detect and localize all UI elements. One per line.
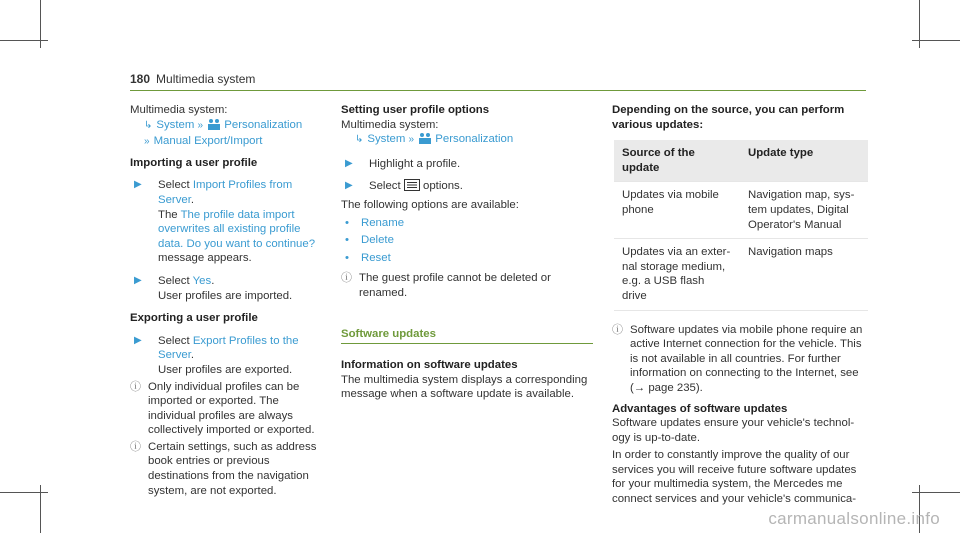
crop-mark xyxy=(912,492,960,493)
column-1 xyxy=(130,103,320,498)
step-text: message appears. xyxy=(158,252,252,265)
available-text: The following options are available: xyxy=(341,198,519,211)
info-text: The multimedia system displays a corresponding message when a software update is available. xyxy=(341,373,588,401)
path-system[interactable]: System xyxy=(156,118,195,131)
option-rename[interactable]: Rename xyxy=(361,216,405,229)
exporting-heading: Exporting a user profile xyxy=(130,312,258,325)
table-header: Update type xyxy=(740,140,868,182)
note-text: Software updates via mobile phone require an active Internet connection for the vehicle. This is not available in all countries. For further information on connecting to the Internet, see (→ page 235). xyxy=(630,323,863,394)
intro-text: Multimedia system: xyxy=(341,118,439,131)
menu-icon[interactable] xyxy=(404,179,420,196)
triangle-icon: ▶ xyxy=(134,334,142,346)
column-3 xyxy=(612,103,867,507)
intro-text: Multimedia system: xyxy=(130,104,228,116)
option-reset[interactable]: Reset xyxy=(361,251,391,264)
option-delete[interactable]: Delete xyxy=(361,234,394,247)
path-manual-export[interactable]: Manual Export/Import xyxy=(153,135,263,148)
return-arrow-icon: ↳ xyxy=(355,134,364,146)
step-text: Highlight a profile. xyxy=(369,157,461,170)
path-system[interactable]: System xyxy=(367,133,406,146)
yes-link[interactable]: Yes xyxy=(192,274,212,287)
step-text: Select xyxy=(158,179,193,192)
table-cell: Navigation maps xyxy=(740,239,868,310)
page-header xyxy=(130,72,255,87)
step-text: options. xyxy=(419,180,463,193)
advantages-text-2: In order to constantly improve the quality of our services you will receive future software updates for your multimedia system, the Mercedes me connect services and your vehicle's communica- xyxy=(612,449,857,506)
import-step-2 xyxy=(130,274,320,303)
software-updates-section-title: Software updates xyxy=(341,327,593,345)
menu-path xyxy=(341,132,593,149)
note-text: Only individual profiles can be imported or exported. The individual profiles are always collectively imported or exported. xyxy=(148,380,315,437)
column-2 xyxy=(341,103,593,402)
step-result: User profiles are exported. xyxy=(158,363,293,376)
note-1 xyxy=(130,380,320,438)
note-2 xyxy=(130,440,320,498)
info-icon: ⓘ xyxy=(612,323,623,336)
info-icon: ⓘ xyxy=(130,440,141,453)
option-item: • Delete xyxy=(345,234,394,247)
triangle-icon: ▶ xyxy=(345,157,353,169)
triangle-icon: ▶ xyxy=(134,179,142,191)
page-number: 180 xyxy=(130,72,151,86)
import-step-1 xyxy=(130,178,320,266)
section-title: Multimedia system xyxy=(156,72,256,86)
table-cell: Updates via an external storage medium, e.g. a USB flash drive xyxy=(614,239,740,310)
personalization-icon xyxy=(418,132,432,149)
double-chevron-icon: » xyxy=(408,134,415,146)
path-personalization[interactable]: Personalization xyxy=(435,133,514,146)
double-chevron-icon: » xyxy=(197,119,204,131)
crop-mark xyxy=(0,40,48,41)
export-profiles-link[interactable]: Export Profiles to the Server xyxy=(158,334,299,362)
header-rule xyxy=(130,90,866,91)
importing-heading: Importing a user profile xyxy=(130,156,258,169)
triangle-icon: ▶ xyxy=(134,274,142,286)
step-text: Select xyxy=(158,334,193,347)
table-header: Source of the update xyxy=(614,140,740,182)
advantages-text: Software updates ensure your vehicle's technology is up-to-date. xyxy=(612,417,855,444)
options-heading: Setting user profile options xyxy=(341,104,490,116)
table-cell: Navigation map, system updates, Digital Operator's Manual xyxy=(740,182,868,239)
options-step-2 xyxy=(341,179,593,196)
step-text: The xyxy=(158,208,181,221)
personalization-icon xyxy=(207,118,221,135)
option-item: • Rename xyxy=(345,216,405,229)
table-cell: Updates via mobile phone xyxy=(614,182,740,239)
step-text: Select xyxy=(369,180,404,193)
info-icon: ⓘ xyxy=(130,380,141,393)
note-mobile xyxy=(612,323,867,396)
step-text: . xyxy=(211,274,215,287)
updates-table xyxy=(614,140,868,310)
overwrite-message: The profile data import overwrites all existing profile data. Do you want to continue? xyxy=(158,208,316,250)
table-row xyxy=(614,182,868,239)
triangle-icon: ▶ xyxy=(345,180,353,192)
menu-path xyxy=(130,118,320,135)
note-text: Certain settings, such as address book entries or previous destinations from the navigation system, are not exported. xyxy=(148,440,317,497)
import-profiles-link[interactable]: Import Profiles from Server xyxy=(158,179,293,206)
step-text: Select xyxy=(158,274,193,287)
step-text: . xyxy=(190,193,195,206)
table-header-row xyxy=(614,140,868,182)
crop-mark xyxy=(0,492,48,493)
option-item: • Reset xyxy=(345,251,391,264)
export-step xyxy=(130,334,320,378)
watermark: carmanualsonline.info xyxy=(768,509,940,529)
double-chevron-icon: » xyxy=(144,136,150,148)
table-row xyxy=(614,239,868,310)
step-text: . xyxy=(190,349,195,362)
return-arrow-icon: ↳ xyxy=(144,119,153,131)
advantages-heading: Advantages of software updates xyxy=(612,402,788,415)
options-step-1 xyxy=(341,157,593,172)
note-text: The guest profile cannot be deleted or renamed. xyxy=(359,272,551,299)
step-result: User profiles are imported. xyxy=(158,289,293,302)
updates-heading: Depending on the source, you can perform various updates: xyxy=(612,104,845,131)
info-heading: Information on software updates xyxy=(341,359,518,372)
path-personalization[interactable]: Personalization xyxy=(224,118,303,131)
note-guest xyxy=(341,271,593,300)
info-icon: ⓘ xyxy=(341,272,352,285)
crop-mark xyxy=(912,40,960,41)
menu-path-2 xyxy=(130,134,320,150)
